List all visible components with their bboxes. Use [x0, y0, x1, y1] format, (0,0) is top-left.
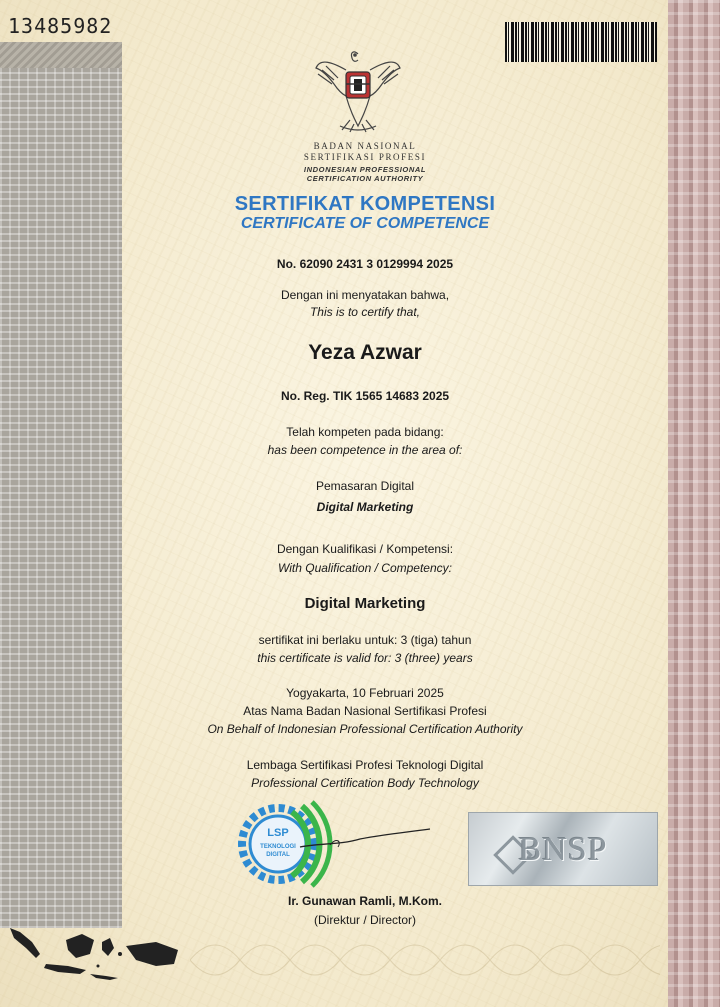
certificate-title-en: CERTIFICATE OF COMPETENCE [240, 215, 490, 232]
competence-field: Pemasaran Digital [315, 479, 415, 493]
garuda-emblem-icon [310, 40, 406, 136]
validity-text: sertifikat ini berlaku untuk: 3 (tiga) tahun [258, 633, 472, 647]
bnsp-hologram [468, 812, 658, 886]
competent-in-label-en: has been competence in the area of: [267, 443, 463, 457]
lsp-logo-text-bot: DIGITAL [266, 852, 290, 858]
signatory-title: (Direktur / Director) [313, 913, 416, 927]
agency-name-line1: BADAN NASIONAL [313, 141, 417, 151]
qualification-value: Digital Marketing [304, 595, 426, 612]
agency-name-en-line2: CERTIFICATION AUTHORITY [306, 174, 424, 183]
on-behalf-text: Atas Nama Badan Nasional Sertifikasi Profesi [243, 704, 487, 718]
qualification-label-en: With Qualification / Competency: [278, 561, 452, 575]
certification-body: Lembaga Sertifikasi Profesi Teknologi Digital [246, 758, 484, 772]
registration-number: No. Reg. TIK 1565 14683 2025 [280, 389, 450, 403]
lsp-logo-text-mid: TEKNOLOGI [260, 844, 296, 850]
guilloche-pattern [190, 930, 660, 990]
barcode [505, 22, 657, 62]
certificate-title: SERTIFIKAT KOMPETENSI [234, 193, 496, 215]
competent-in-label: Telah kompeten pada bidang: [286, 425, 444, 439]
certification-body-en: Professional Certification Body Technology [251, 776, 479, 790]
place-date: Yogyakarta, 10 Februari 2025 [286, 686, 444, 700]
on-behalf-text-en: On Behalf of Indonesian Professional Certification Authority [207, 722, 523, 736]
signatory-name: Ir. Gunawan Ramli, M.Kom. [287, 894, 443, 908]
indonesia-map-icon [6, 920, 186, 990]
hologram-text: BNSP [518, 831, 608, 868]
certificate-number: No. 62090 2431 3 0129994 2025 [276, 257, 454, 271]
serial-number: 13485982 [8, 14, 113, 38]
agency-name-line2: SERTIFIKASI PROFESI [303, 152, 427, 162]
security-strip-right [668, 0, 720, 1007]
agency-name-en-line1: INDONESIAN PROFESSIONAL [303, 165, 427, 174]
declare-text: Dengan ini menyatakan bahwa, [280, 288, 450, 302]
security-strip-left [0, 68, 122, 928]
holder-name: Yeza Azwar [308, 341, 422, 364]
competence-field-en: Digital Marketing [316, 500, 414, 514]
security-strip-top [0, 42, 122, 68]
qualification-label: Dengan Kualifikasi / Kompetensi: [276, 542, 454, 556]
declare-text-en: This is to certify that, [309, 305, 421, 319]
validity-text-en: this certificate is valid for: 3 (three) years [257, 651, 473, 665]
lsp-logo-text-top: LSP [267, 827, 289, 839]
agency-name [130, 141, 600, 183]
signature [290, 815, 440, 855]
